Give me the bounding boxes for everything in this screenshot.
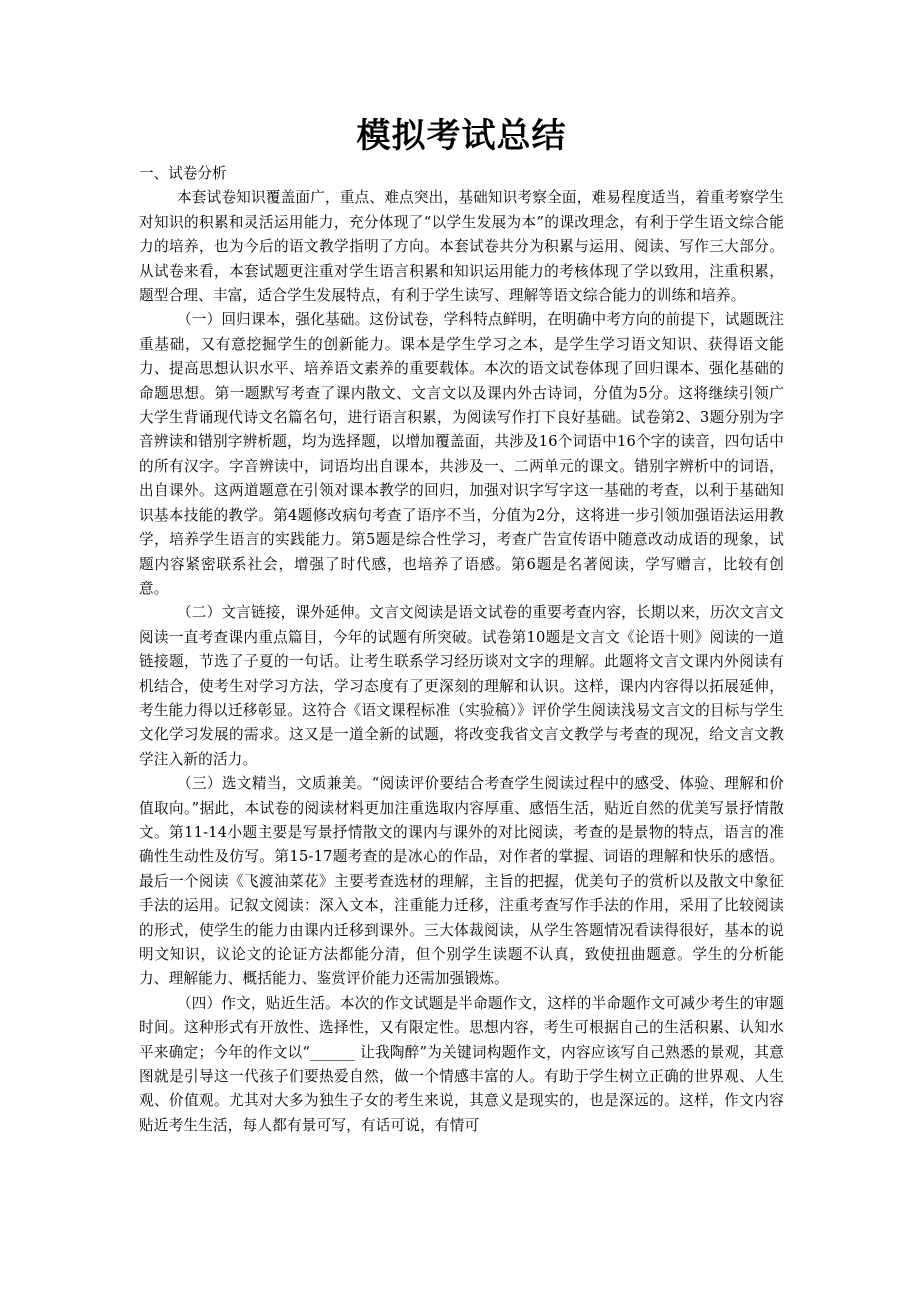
document-title: 模拟考试总结 <box>356 116 567 156</box>
paragraph-part-2: （二）文言链接，课外延伸。文言文阅读是语文试卷的重要考查内容，长期以来，历次文言文阅读一直考查课内重点篇目，今年的试题有所突破。试卷第10题是文言文《论语十则》阅读的一道链接题，节选了子夏的一句话。让考生联系学习经历谈对文字的理解。此题将文言文课内外阅读有机结合，使考生对学习方法，学习态度有了更深刻的理解和认识。这样，课内内容得以拓展延伸，考生能力得以迁移彰显。这符合《语文课程标准（实验稿）》评价学生阅读浅易文言文的目标与学生文化学习发展的需求。这又是一道全新的试题，将改变我省文言文教学与考查的现况，给文言文教学注入新的活力。 <box>139 604 784 768</box>
paragraph-part-1: （一）回归课本，强化基础。这份试卷，学科特点鲜明，在明确中考方向的前提下，试题既注重基础，又有意挖掘学生的创新能力。课本是学生学习之本，是学生学习语文知识、获得语文能力、提高思想认识水平、培养语文素养的重要载体。本次的语文试卷体现了回归课本、强化基础的命题思想。第一题默写考查了课内散文、文言文以及课内外古诗词，分值为5分。这将继续引领广大学生背诵现代诗文名篇名句，进行语言积累，为阅读写作打下良好基础。试卷第2、3题分别为字音辨读和错别字辨析题，均为选择题，以增加覆盖面，共涉及16个词语中16个字的读音，四句话中的所有汉字。字音辨读中，词语均出自课本，共涉及一、二两单元的课文。错别字辨析中的词语，出自课外。这两道题意在引领对课本教学的回归，加强对识字写字这一基础的考查，以利于基础知识基本技能的教学。第4题修改病句考查了语序不当，分值为2分，这将进一步引领加强语法运用教学，培养学生语言的实践能力。第5题是综合性学习，考查广告宣传语中随意改动成语的现象，试题内容紧密联系社会，增强了时代感，也培养了语感。第6题是名著阅读，学写赠言，比较有创意。 <box>139 311 784 597</box>
paragraph-intro: 本套试卷知识覆盖面广，重点、难点突出，基础知识考察全面，难易程度适当，着重考察学生对知识的积累和灵活运用能力，充分体现了“以学生发展为本”的课改理念，有利于学生语文综合能力的培养，也为今后的语文教学指明了方向。本套试卷共分为积累与运用、阅读、写作三大部分。从试卷来看，本套试题更注重对学生语言积累和知识运用能力的考核体现了学以致用，注重积累，题型合理、丰富，适合学生发展特点，有利于学生读写、理解等语文综合能力的训练和培养。 <box>139 189 784 305</box>
paragraph-part-3: （三）选文精当，文质兼美。“阅读评价要结合考查学生阅读过程中的感受、体验、理解和价值取向。”据此，本试卷的阅读材料更加注重选取内容厚重、感悟生活，贴近自然的优美写景抒情散文。第11-14小题主要是写景抒情散文的课内与课外的对比阅读，考查的是景物的特点，语言的准确性生动性及仿写。第15-17题考查的是冰心的作品，对作者的掌握、词语的理解和快乐的感悟。最后一个阅读《飞渡油菜花》主要考查选材的理解，主旨的把握，优美句子的赏析以及散文中象征手法的运用。记叙文阅读：深入文本，注重能力迁移，注重考查写作手法的作用，采用了比较阅读的形式，使学生的能力由课内迁移到课外。三大体裁阅读，从学生答题情况看读得很好，基本的说明文知识，议论文的论证方法都能分清，但个别学生读题不认真，致使扭曲题意。学生的分析能力、理解能力、概括能力、鉴赏评价能力还需加强锻炼。 <box>139 775 784 988</box>
paragraph-part-4: （四）作文，贴近生活。本次的作文试题是半命题作文，这样的半命题作文可减少考生的审题时间。这种形式有开放性、选择性，又有限定性。思想内容，考生可根据自己的生活积累、认知水平来确定；今年的作文以“______ 让我陶醉”为关键词构题作文，内容应该写自己熟悉的景观，其意图就是引导这一代孩子们要热爱自然，做一个情感丰富的人。有助于学生树立正确的世界观、人生观、价值观。尤其对大多为独生子女的考生来说，其意义是现实的，也是深远的。这样，作文内容贴近考生生活，每人都有景可写，有话可说，有情可 <box>139 994 784 1134</box>
section-heading: 一、试卷分析 <box>139 165 227 182</box>
